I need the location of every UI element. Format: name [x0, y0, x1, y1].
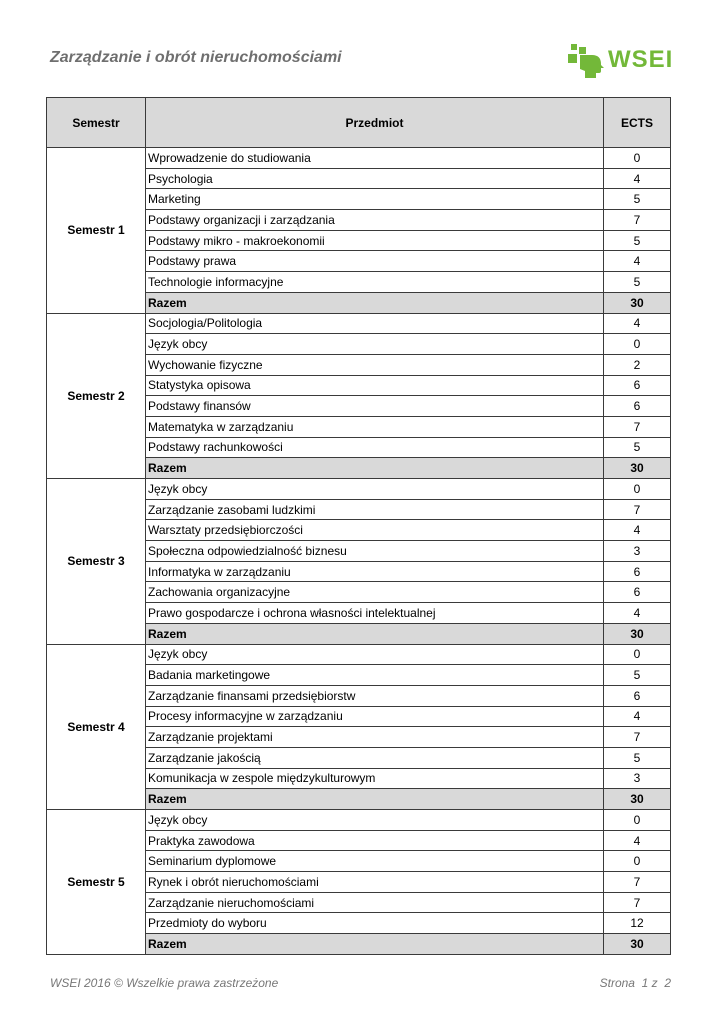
subject-ects: 7: [604, 416, 671, 437]
subject-ects: 7: [604, 872, 671, 893]
total-label: Razem: [146, 458, 604, 479]
logo-wordmark: WSEI: [608, 46, 674, 73]
subject-ects: 6: [604, 561, 671, 582]
subject-name: Język obcy: [146, 334, 604, 355]
head-pixel-icon: [568, 42, 604, 78]
subject-ects: 5: [604, 230, 671, 251]
subject-ects: 3: [604, 768, 671, 789]
subject-ects: 4: [604, 313, 671, 334]
table-header-row: [47, 98, 671, 148]
column-header-subject: Przedmiot: [146, 98, 604, 148]
subject-ects: 6: [604, 582, 671, 603]
subject-name: Zarządzanie zasobami ludzkimi: [146, 499, 604, 520]
semester-label: Semestr 5: [47, 810, 146, 955]
subject-ects: 3: [604, 541, 671, 562]
subject-name: Rynek i obrót nieruchomościami: [146, 872, 604, 893]
total-ects: 30: [604, 934, 671, 955]
subject-name: Prawo gospodarcze i ochrona własności intelektualnej: [146, 603, 604, 624]
subject-name: Praktyka zawodowa: [146, 830, 604, 851]
subject-ects: 0: [604, 334, 671, 355]
subject-name: Seminarium dyplomowe: [146, 851, 604, 872]
column-header-semester: Semestr: [47, 98, 146, 148]
subject-name: Socjologia/Politologia: [146, 313, 604, 334]
subject-name: Zarządzanie nieruchomościami: [146, 892, 604, 913]
table-row: [47, 644, 671, 665]
curriculum-table: [46, 97, 671, 955]
subject-name: Wprowadzenie do studiowania: [146, 148, 604, 169]
subject-name: Zarządzanie finansami przedsiębiorstw: [146, 685, 604, 706]
subject-ects: 5: [604, 665, 671, 686]
total-label: Razem: [146, 934, 604, 955]
subject-name: Wychowanie fizyczne: [146, 354, 604, 375]
total-ects: 30: [604, 292, 671, 313]
semester-label: Semestr 4: [47, 644, 146, 810]
total-label: Razem: [146, 789, 604, 810]
subject-ects: 0: [604, 644, 671, 665]
subject-name: Psychologia: [146, 168, 604, 189]
subject-name: Informatyka w zarządzaniu: [146, 561, 604, 582]
semester-label: Semestr 2: [47, 313, 146, 479]
column-header-ects: ECTS: [604, 98, 671, 148]
subject-ects: 7: [604, 892, 671, 913]
total-ects: 30: [604, 623, 671, 644]
total-ects: 30: [604, 789, 671, 810]
subject-ects: 4: [604, 251, 671, 272]
subject-name: Społeczna odpowiedzialność biznesu: [146, 541, 604, 562]
subject-name: Podstawy mikro - makroekonomii: [146, 230, 604, 251]
subject-name: Technologie informacyjne: [146, 272, 604, 293]
footer-page-number: Strona 1 z 2: [599, 976, 671, 990]
subject-name: Podstawy rachunkowości: [146, 437, 604, 458]
subject-ects: 5: [604, 437, 671, 458]
subject-name: Przedmioty do wyboru: [146, 913, 604, 934]
subject-ects: 4: [604, 706, 671, 727]
subject-ects: 4: [604, 830, 671, 851]
subject-ects: 7: [604, 210, 671, 231]
subject-ects: 6: [604, 685, 671, 706]
subject-ects: 6: [604, 396, 671, 417]
page-title: Zarządzanie i obrót nieruchomościami: [50, 49, 342, 66]
subject-name: Język obcy: [146, 644, 604, 665]
table-row: [47, 148, 671, 169]
total-ects: 30: [604, 458, 671, 479]
subject-name: Zachowania organizacyjne: [146, 582, 604, 603]
subject-name: Matematyka w zarządzaniu: [146, 416, 604, 437]
subject-ects: 0: [604, 479, 671, 500]
subject-name: Zarządzanie projektami: [146, 727, 604, 748]
subject-name: Komunikacja w zespole międzykulturowym: [146, 768, 604, 789]
subject-name: Podstawy organizacji i zarządzania: [146, 210, 604, 231]
semester-label: Semestr 3: [47, 479, 146, 645]
subject-ects: 0: [604, 810, 671, 831]
table-row: [47, 313, 671, 334]
table-row: [47, 479, 671, 500]
footer-copyright: WSEI 2016 © Wszelkie prawa zastrzeżone: [50, 976, 279, 990]
total-label: Razem: [146, 292, 604, 313]
subject-ects: 0: [604, 851, 671, 872]
subject-ects: 4: [604, 520, 671, 541]
subject-ects: 4: [604, 168, 671, 189]
table-row: [47, 810, 671, 831]
semester-label: Semestr 1: [47, 148, 146, 314]
subject-ects: 7: [604, 499, 671, 520]
subject-name: Procesy informacyjne w zarządzaniu: [146, 706, 604, 727]
subject-ects: 5: [604, 189, 671, 210]
subject-name: Warsztaty przedsiębiorczości: [146, 520, 604, 541]
subject-name: Język obcy: [146, 810, 604, 831]
subject-ects: 0: [604, 148, 671, 169]
subject-ects: 5: [604, 747, 671, 768]
total-label: Razem: [146, 623, 604, 644]
subject-name: Marketing: [146, 189, 604, 210]
subject-name: Badania marketingowe: [146, 665, 604, 686]
subject-name: Zarządzanie jakością: [146, 747, 604, 768]
subject-ects: 4: [604, 603, 671, 624]
subject-name: Statystyka opisowa: [146, 375, 604, 396]
subject-name: Podstawy prawa: [146, 251, 604, 272]
subject-name: Podstawy finansów: [146, 396, 604, 417]
subject-ects: 6: [604, 375, 671, 396]
wsei-logo: [568, 42, 674, 80]
subject-name: Język obcy: [146, 479, 604, 500]
subject-ects: 12: [604, 913, 671, 934]
subject-ects: 2: [604, 354, 671, 375]
subject-ects: 7: [604, 727, 671, 748]
subject-ects: 5: [604, 272, 671, 293]
